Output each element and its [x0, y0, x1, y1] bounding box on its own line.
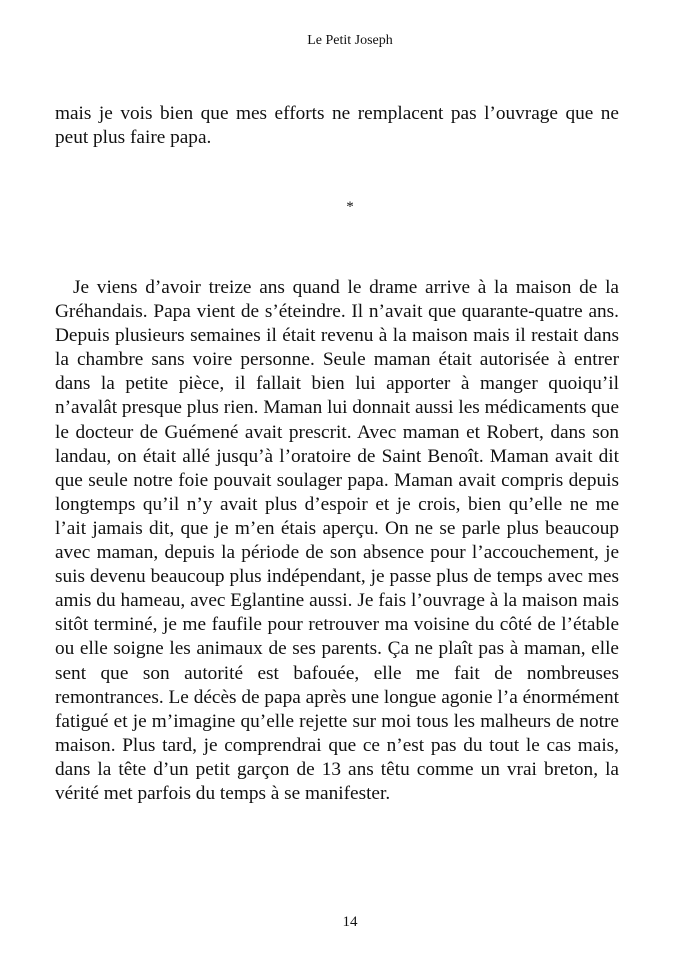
body-paragraph: Je viens d’avoir treize ans quand le drame arrive à la maison de la Gréhandais. Papa vient de s’éteindre. Il n’avait que quarante-quatre ans. Depuis plusieurs semaines il était revenu à la maison mais il restait dans la chambre sans voire personne. Seule maman était autorisée à entrer dans la petite pièce, il fallait bien lui apporter à manger quoiqu’il n’avalât presque plus rien. Maman lui donnait aussi les médicaments que le docteur de Guémené avait prescrit. Avec maman et Robert, dans son landau, on était allé jusqu’à l’oratoire de Saint Benoît. Maman avait dit que seule notre foie pouvait soulager papa. Maman avait compris depuis longtemps qu’il n’y avait plus d’espoir et je crois, bien qu’elle ne me l’ait jamais dit, que je m’en étais aperçu. On ne se parle plus beaucoup avec maman, depuis la période de son absence pour l’accouchement, je suis devenu beaucoup plus indépendant, je passe plus de temps avec mes amis du hameau, avec Eglantine aussi. Je fais l’ouvrage à la maison mais sitôt terminé, je me faufile pour retrouver ma voisine du côté de l’étable ou elle soigne les animaux de ses parents. Ça ne plaît pas à maman, elle sent que son autorité est bafouée, elle me fait de nombreuses remontrances. Le décès de papa après une longue agonie l’a énormément fatigué et je m’imagine qu’elle rejette sur moi tous les malheurs de notre maison. Plus tard, je comprendrai que ce n’est pas du tout le cas mais, dans la tête d’un petit garçon de 13 ans têtu comme un vrai breton, la vérité met parfois du temps à se manifester.: [55, 277, 619, 804]
page-number: 14: [342, 914, 358, 930]
continuation-text: mais je vois bien que mes efforts ne remplacent pas l’ouvrage que ne peut plus faire papa.: [55, 103, 619, 149]
section-separator: *: [346, 199, 354, 215]
running-header: Le Petit Joseph: [307, 33, 393, 48]
